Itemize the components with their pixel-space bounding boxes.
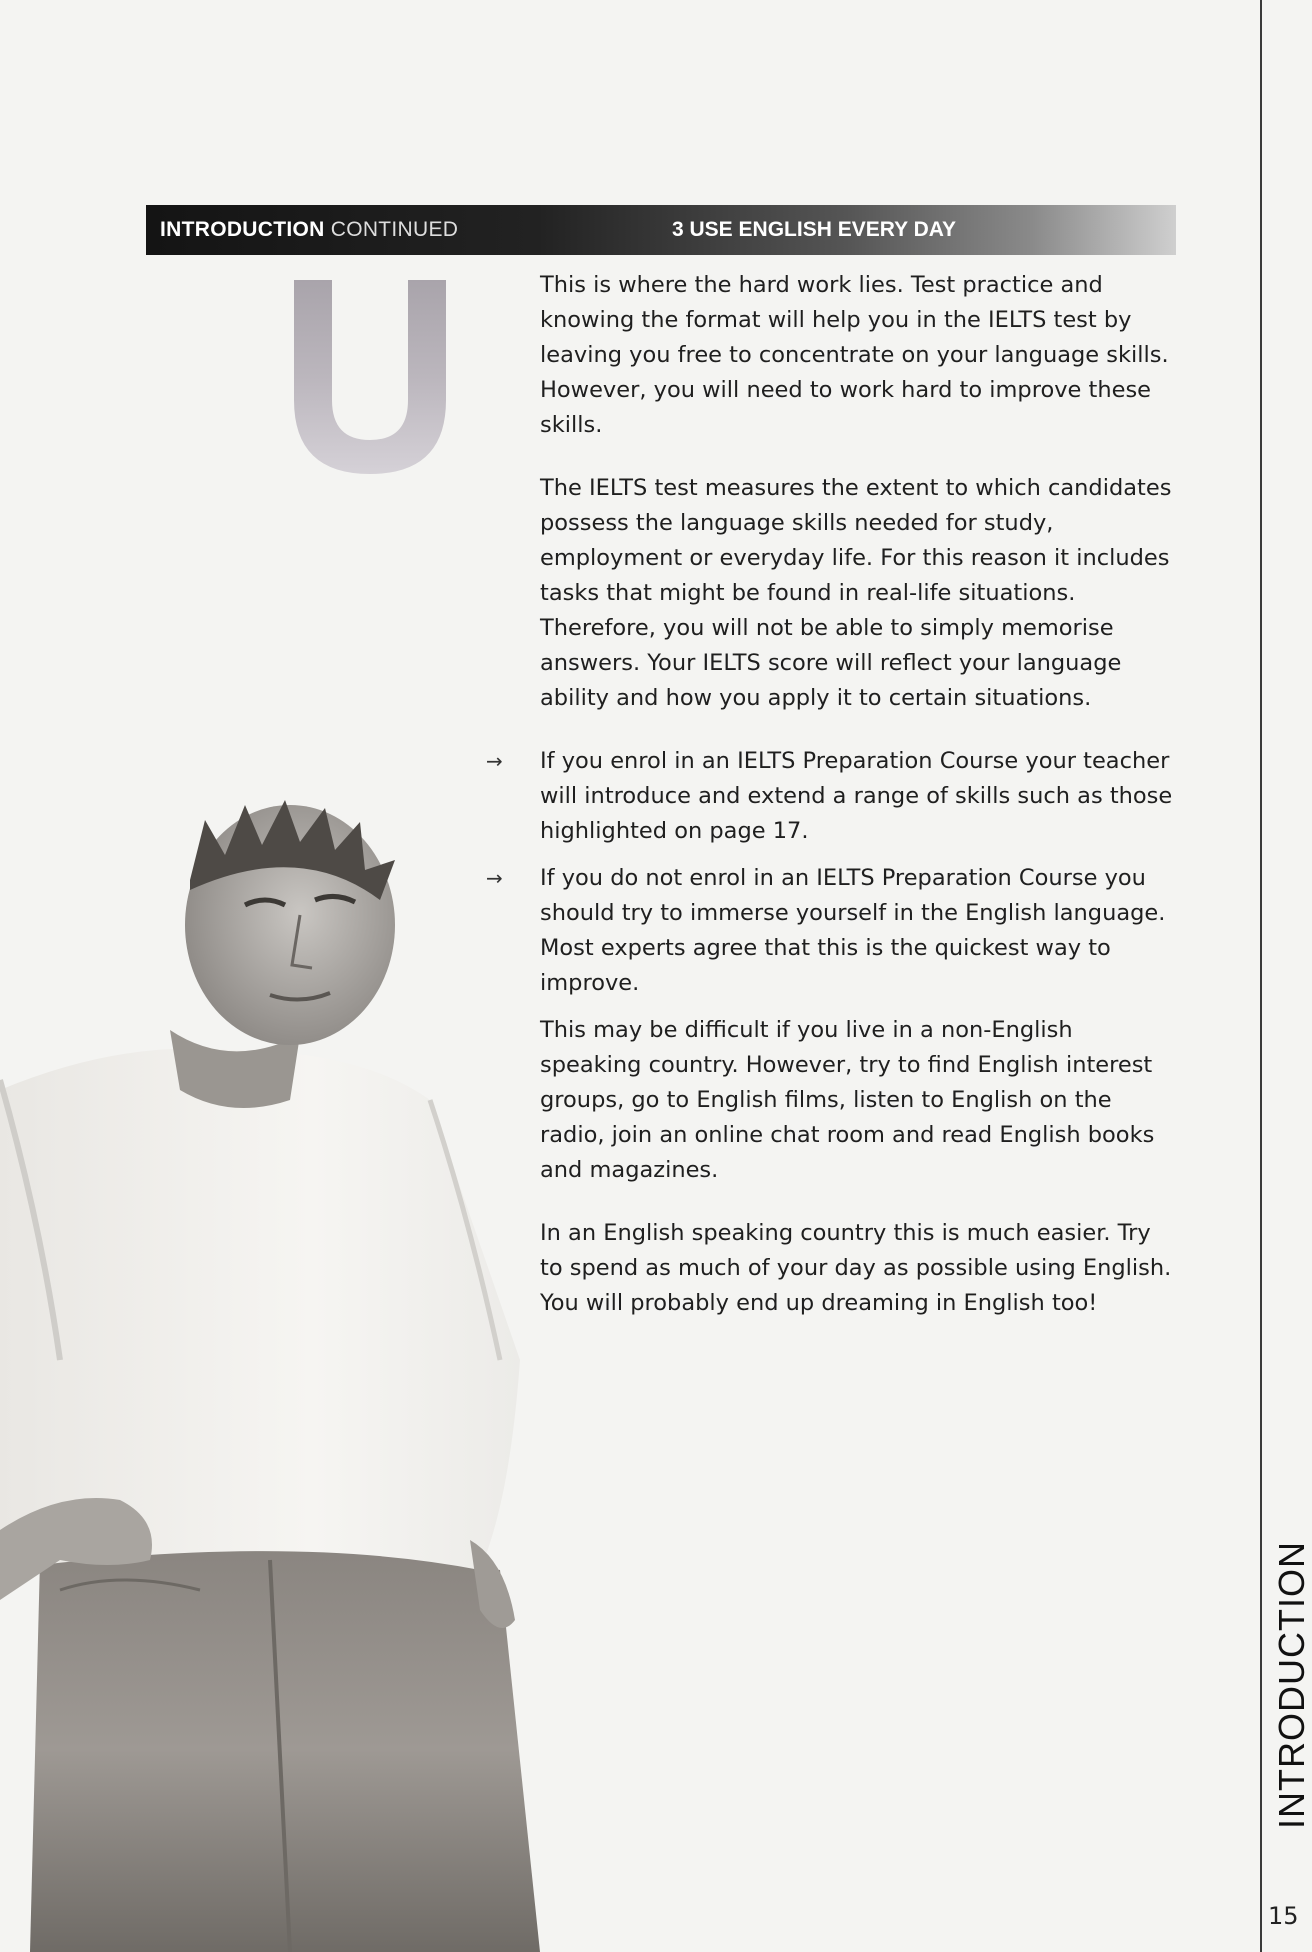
body-text [486, 268, 1180, 1349]
section-label-light: CONTINUED [324, 218, 459, 241]
side-tab-label [1266, 1530, 1312, 1840]
section-label-bold: INTRODUCTION [160, 218, 325, 241]
arrow-right-icon: → [486, 866, 503, 890]
bullet-text-2: If you do not enrol in an IELTS Preparation Course you should try to immerse yourself in the English language. Most experts agree that this is the quickest way to improve. [540, 865, 1166, 996]
page-edge [1260, 0, 1262, 1952]
bullet-item-2 [486, 861, 1180, 1001]
page-number: 15 [1268, 1902, 1299, 1930]
paragraph-4: In an English speaking country this is much easier. Try to spend as much of your day as possible using English. You will probably end up dreaming in English too! [540, 1220, 1172, 1316]
bullet-text-1: If you enrol in an IELTS Preparation Course your teacher will introduce and extend a range of skills such as those highlighted on page 17. [540, 748, 1173, 844]
side-tab-text: INTRODUCTION [1271, 1541, 1312, 1829]
section-label [146, 218, 550, 242]
paragraph-3: This may be difficult if you live in a non-English speaking country. However, try to find English interest groups, go to English films, listen to English on the radio, join an online chat room and read English books and magazines. [540, 1017, 1155, 1183]
paragraph-1: This is where the hard work lies. Test practice and knowing the format will help you in the IELTS test by leaving you free to concentrate on your language skills. However, you will need to work hard to improve these skills. [540, 272, 1169, 438]
bullet-item-1 [486, 744, 1180, 849]
topic-title: 3 USE ENGLISH EVERY DAY [672, 218, 956, 241]
section-header-bar [146, 205, 1176, 255]
paragraph-2: The IELTS test measures the extent to which candidates possess the language skills needed for study, employment or everyday life. For this reason it includes tasks that might be found in real-life situations. Therefore, you will not be able to simply memorise answers. Your IELTS score will reflect your language ability and how you apply it to certain situations. [540, 475, 1172, 711]
dropcap-u [290, 270, 450, 476]
arrow-right-icon: → [486, 749, 503, 773]
photo-young-man [0, 800, 560, 1952]
